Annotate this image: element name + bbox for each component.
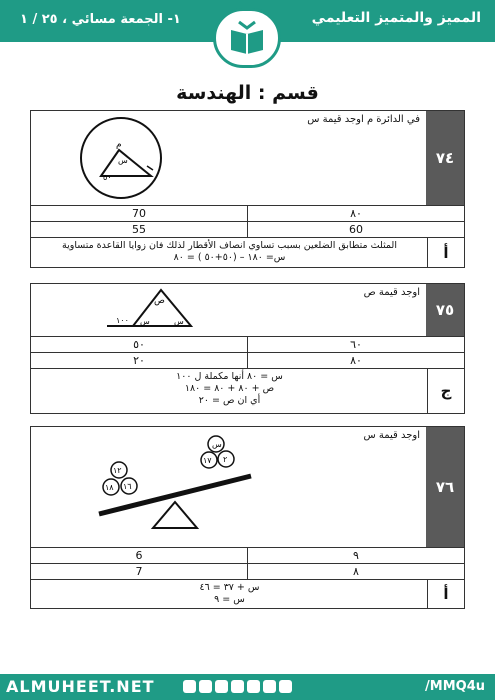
question-75 (30, 283, 465, 337)
angle-50-label: ٥٠ (103, 173, 112, 182)
explanation-line: س = ٩ (214, 594, 245, 605)
page-header (0, 0, 495, 72)
ball-label: ٢ (223, 455, 228, 464)
center-label: م (116, 140, 122, 150)
options-row-2 (30, 221, 465, 238)
options-row-1 (30, 547, 465, 564)
option-c[interactable]: 70 (31, 206, 248, 221)
instagram-icon[interactable] (231, 680, 244, 693)
question-text: اوجد قيمة ص (363, 287, 420, 298)
option-c[interactable]: 6 (31, 548, 248, 563)
footer-brand: ALMUHEET.NET (6, 677, 155, 696)
explanation-line: أي ان ص = ٢٠ (198, 395, 261, 406)
snapchat-icon[interactable] (263, 680, 276, 693)
seesaw-figure (93, 432, 263, 542)
option-a[interactable]: ٦٠ (350, 338, 362, 351)
options-row-2 (30, 352, 465, 369)
explanation-line: المثلث متطابق الضلعين بسبب تساوي انصاف الأقطار لذلك فان زوايا القاعدة متساوية (62, 240, 397, 251)
answer-74 (30, 237, 465, 268)
facebook-icon[interactable] (183, 680, 196, 693)
option-d[interactable]: ٢٠ (31, 353, 248, 368)
question-76 (30, 426, 465, 548)
page-footer (0, 674, 495, 700)
answer-letter: أ (427, 238, 464, 267)
question-text: في الدائرة م اوجد قيمة س (307, 114, 420, 125)
ball-label: ١٢ (113, 466, 122, 475)
answer-76 (30, 579, 465, 609)
option-b[interactable]: ٨ (353, 565, 359, 578)
social-icons (183, 680, 292, 693)
answer-explanation (31, 371, 428, 407)
answer-letter: ج (427, 369, 464, 413)
option-d[interactable]: 55 (31, 222, 248, 237)
book-logo-icon (213, 8, 281, 68)
triangle-figure (103, 286, 223, 334)
header-subtitle: ١- الجمعة مسائي ، ٢٥ / ١ (20, 12, 181, 27)
options-row-1 (30, 205, 465, 222)
youtube-icon[interactable] (215, 680, 228, 693)
angle-y-label: ص (154, 296, 165, 306)
question-number: ٧٦ (426, 427, 464, 547)
explanation-line: س = ٨٠ أنها مكملة ل ١٠٠ (176, 371, 283, 382)
answer-letter: أ (427, 580, 464, 608)
ball-label: ١٧ (203, 456, 212, 465)
exterior-angle-label: ١٠٠ (116, 316, 129, 325)
ball-label: ١٨ (105, 483, 114, 492)
option-a[interactable]: ٩ (353, 549, 359, 562)
question-74 (30, 110, 465, 206)
telegram-icon[interactable] (247, 680, 260, 693)
options-row-2 (30, 563, 465, 580)
question-number: ٧٥ (426, 284, 464, 336)
footer-handle: /MMQ4u (425, 679, 485, 694)
option-b[interactable]: 60 (349, 223, 363, 236)
options-row-1 (30, 336, 465, 353)
header-title: المميز والمتميز التعليمي (311, 10, 481, 26)
question-number: ٧٤ (426, 111, 464, 205)
ball-label: ١٦ (123, 482, 132, 491)
option-c[interactable]: ٥٠ (31, 337, 248, 352)
angle-s-label: س (118, 156, 128, 165)
circle-figure (71, 114, 171, 204)
twitter-icon[interactable] (199, 680, 212, 693)
explanation-line: س + ٣٧ = ٤٦ (199, 582, 260, 593)
question-text: اوجد قيمة س (363, 430, 420, 441)
option-a[interactable]: ٨٠ (350, 207, 362, 220)
angle-x-left-label: س (140, 317, 150, 326)
explanation-line: ص + ٨٠ + ٨٠ = ١٨٠ (184, 383, 275, 394)
explanation-line: س= ١٨٠ – (٥٠+٥٠ ) = ٨٠ (173, 252, 286, 263)
ball-label: س (212, 440, 222, 449)
globe-icon[interactable] (279, 680, 292, 693)
option-d[interactable]: 7 (31, 564, 248, 579)
option-b[interactable]: ٨٠ (350, 354, 362, 367)
answer-75 (30, 368, 465, 414)
angle-x-right-label: س (174, 317, 184, 326)
answer-explanation (31, 582, 428, 606)
answer-explanation (31, 240, 428, 264)
page-title: قسم : الهندسة (176, 82, 319, 104)
